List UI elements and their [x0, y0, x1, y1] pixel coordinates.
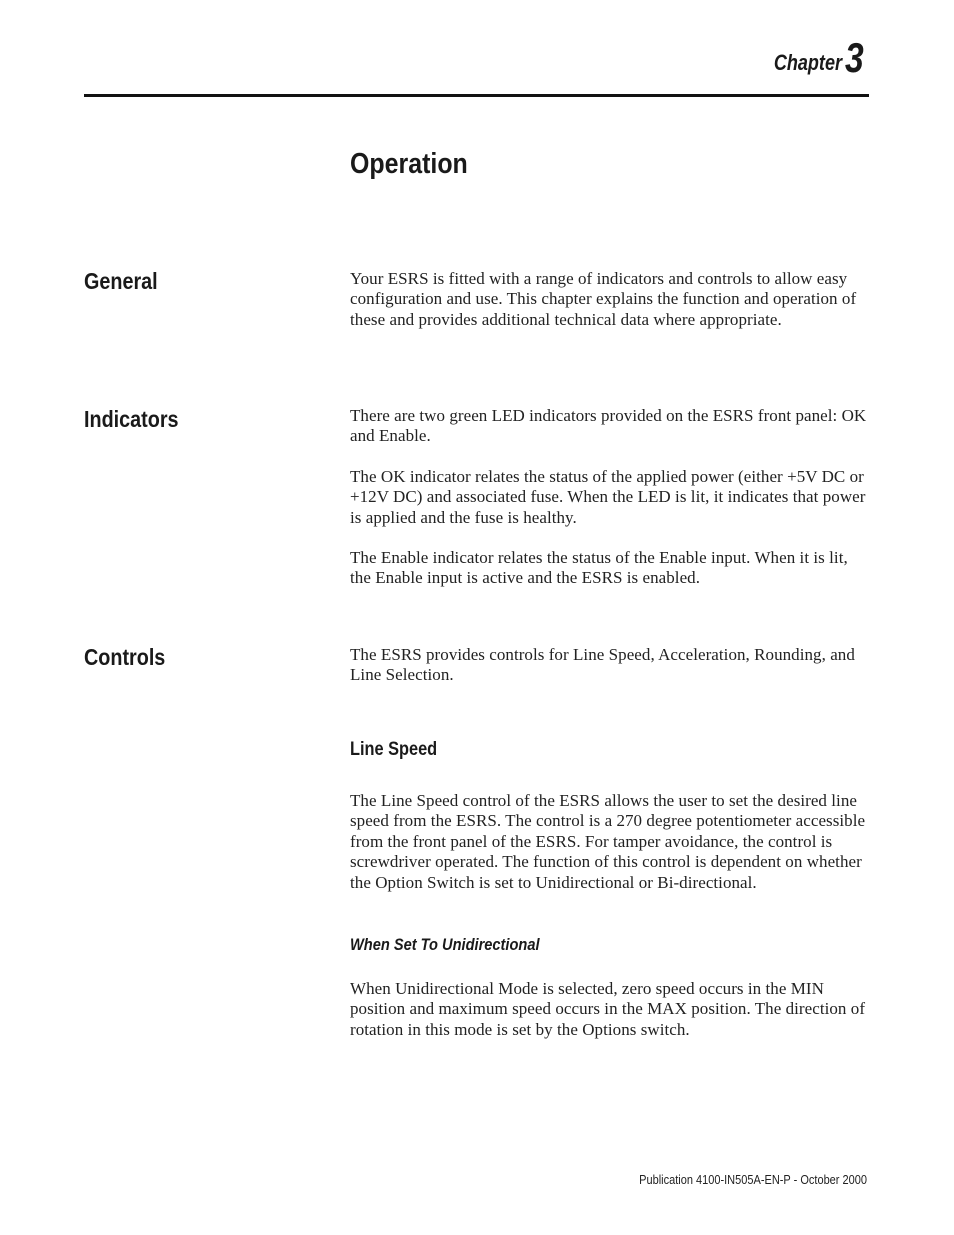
chapter-number: 3 [845, 34, 864, 81]
controls-paragraph-1: The ESRS provides controls for Line Speed, Acceleration, Rounding, and Line Selection. [350, 645, 855, 685]
indicators-paragraph-1: There are two green LED indicators provided on the ESRS front panel: OK and Enable. [350, 406, 867, 446]
general-paragraph-1: Your ESRS is fitted with a range of indicators and controls to allow easy configuration and use. This chapter explains the function and operation of these and provides additional technical data where appropriate. [350, 269, 857, 329]
subheading-line-speed: Line Speed [350, 739, 438, 760]
line-speed-paragraph-1: The Line Speed control of the ESRS allows the user to set the desired line speed from the ESRS. The control is a 270 degree potentiometer accessible from the front panel of the ESRS. For tamper avoidance, the control is screwdriver operated. The function of this control is dependent on whether the Option Switch is set to Unidirectional or Bi-directional. [350, 791, 866, 892]
subheading-unidirectional: When Set To Unidirectional [350, 935, 540, 954]
indicators-paragraph-2: The OK indicator relates the status of the applied power (either +5V DC or +12V DC) and associated fuse. When the LED is lit, it indicates that power is applied and the fuse is healthy. [350, 467, 866, 527]
section-heading-indicators: Indicators [84, 406, 179, 432]
chapter-label: Chapter [773, 50, 842, 75]
section-heading-controls: Controls [84, 644, 166, 670]
indicators-paragraph-3: The Enable indicator relates the status of the Enable input. When it is lit, the Enable input is active and the ESRS is enabled. [350, 548, 848, 588]
header-rule [84, 94, 869, 97]
page-title: Operation [350, 148, 468, 180]
publication-footer: Publication 4100-IN505A-EN-P - October 2000 [639, 1173, 867, 1187]
unidirectional-paragraph-1: When Unidirectional Mode is selected, zero speed occurs in the MIN position and maximum speed occurs in the MAX position. The direction of rotation in this mode is set by the Options switch. [350, 979, 866, 1039]
section-heading-general: General [84, 268, 158, 294]
